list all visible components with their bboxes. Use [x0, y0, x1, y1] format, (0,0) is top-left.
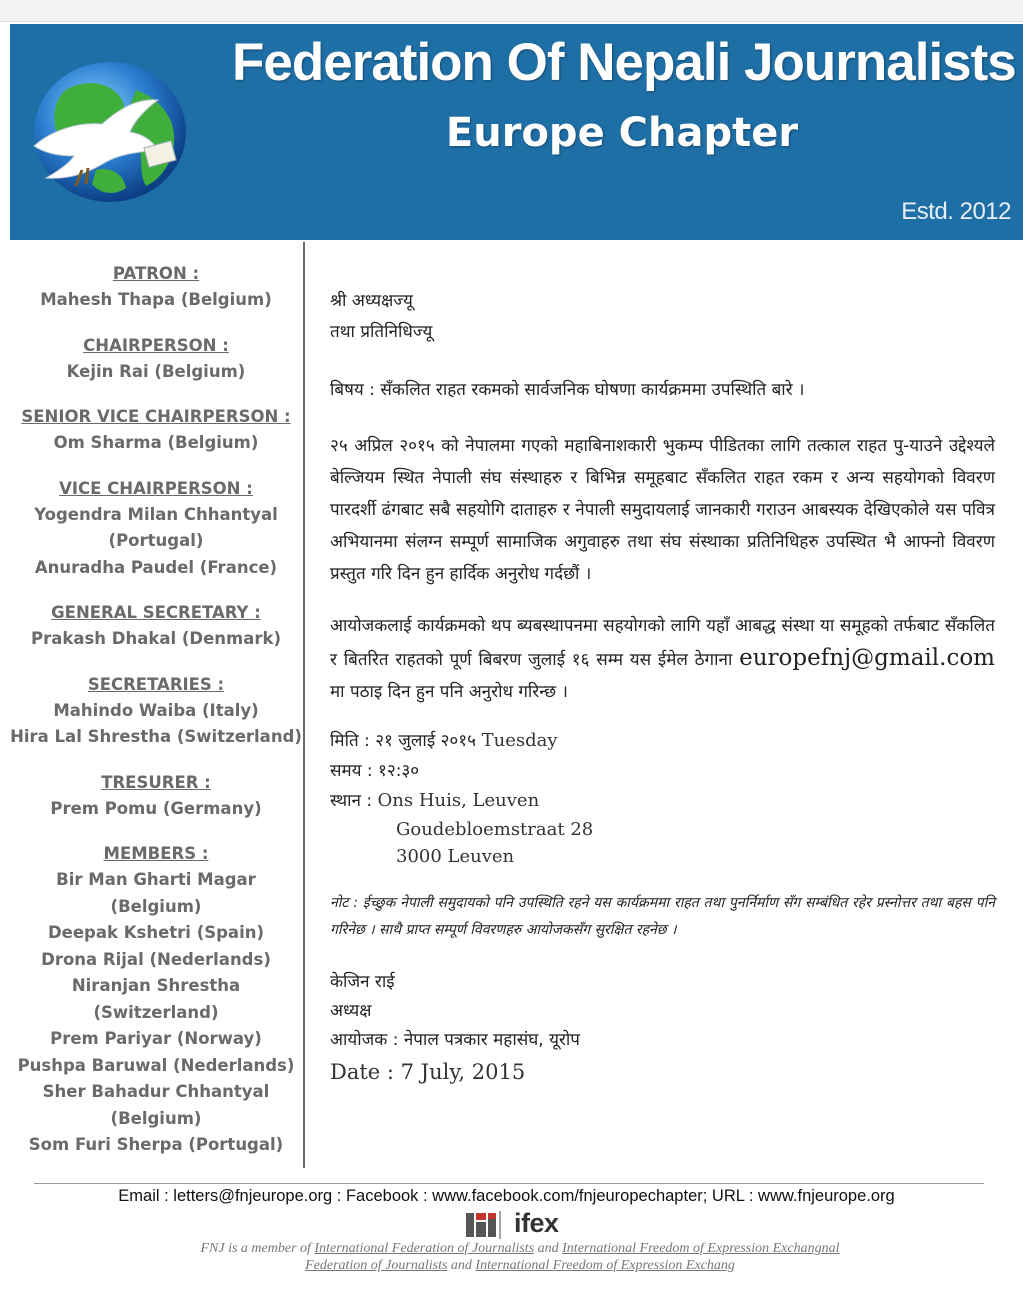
letter-body	[330, 286, 995, 1089]
paragraph-2	[330, 610, 995, 708]
committee-member-name: (Belgium)	[110, 1108, 202, 1128]
committee-member-name: Mahesh Thapa (Belgium)	[40, 290, 272, 309]
committee-section	[10, 599, 302, 653]
committee-member-name: Pushpa Baruwal (Nederlands)	[17, 1055, 295, 1075]
event-date-label: मिति : २१ जुलाई २०१५	[330, 731, 476, 751]
footer-rule	[34, 1183, 984, 1184]
event-date	[330, 726, 995, 756]
committee-member-name: Mahindo Waiba (Italy)	[53, 700, 259, 720]
contact-email-link[interactable]: europefnj@gmail.com	[739, 645, 995, 671]
committee-section-title: CHAIRPERSON :	[83, 335, 229, 355]
globe-dove-icon	[26, 60, 188, 205]
ifex-logo: ifex	[514, 1208, 559, 1238]
committee-section	[10, 260, 302, 314]
event-place	[330, 786, 995, 816]
ifj-logo-icon	[464, 1211, 502, 1239]
committee-member-name: Prem Pomu (Germany)	[50, 798, 262, 818]
committee-section	[10, 671, 302, 751]
committee-member-name: Anuradha Paudel (France)	[34, 557, 278, 577]
letter-subject: बिषय : सँकलित राहत रकमको सार्वजनिक घोषणा कार्यक्रममा उपस्थिति बारे ।	[330, 380, 805, 400]
membership-note	[100, 1240, 940, 1274]
committee-section-title: VICE CHAIRPERSON :	[59, 478, 253, 498]
address-line-1: श्री अध्यक्षज्यू	[330, 291, 413, 311]
committee-section-title: GENERAL SECRETARY :	[51, 603, 261, 622]
committee-member-name: Sher Bahadur Chhantyal	[42, 1082, 270, 1101]
event-details	[330, 726, 995, 870]
committee-section-title: SECRETARIES :	[87, 674, 225, 694]
committee-member-name: Yogendra Milan Chhantyal	[34, 504, 278, 524]
paragraph-1: २५ अप्रिल २०१५ को नेपालमा गएको महाबिनाशकारी भुकम्प पीडितका लागि तत्काल राहत पु-याउने उद्देश्यले बेल्जियम स्थित नेपाली संघ संस्थाहरु र बिभिन्न समूहबाट सँकलित राहत रकम र अन्य सहयोगको विवरण पारदर्शी ढंगबाट सबै सहयोगि दाताहरु र नेपाली समुदायलाई जानकारी गराउन आबस्यक देखिएकोले यस पवित्र अभियानमा संलग्न सम्पूर्ण सामाजिक अगुवाहरु तथा संघ संस्थाका प्रतिनिधिहरु उपस्थित भै आफ्नो विवरण प्रस्तुत गरि दिन हुन हार्दिक अनुरोध गर्दछौं ।	[330, 436, 995, 584]
ifj-link-2[interactable]: Federation of Journalists	[305, 1258, 448, 1273]
committee-member-name: Niranjan Shrestha (Switzerland)	[71, 976, 241, 1022]
committee-member-name: Som Furi Sherpa (Portugal)	[28, 1135, 284, 1154]
committee-section	[10, 475, 302, 582]
committee-section-title: TRESURER :	[101, 772, 211, 792]
committee-sidebar	[10, 260, 302, 1170]
committee-member-name: (Portugal)	[108, 531, 204, 550]
committee-member-name: Prem Pariyar (Norway)	[50, 1029, 262, 1048]
committee-section	[10, 769, 302, 823]
committee-member-name: Hira Lal Shrestha (Switzerland)	[10, 727, 302, 746]
organization-title: Federation Of Nepali Journalists	[232, 33, 1016, 92]
venue-line-2: Goudebloemstraat 28	[396, 819, 594, 840]
member-and-2: and	[447, 1258, 476, 1273]
committee-member-name: Deepak Kshetri (Spain)	[47, 923, 265, 942]
committee-section-title: SENIOR VICE CHAIRPERSON :	[21, 407, 291, 426]
salutation	[330, 286, 995, 348]
member-prefix: FNJ is a member of	[200, 1241, 315, 1256]
committee-section	[10, 332, 302, 386]
committee-section	[10, 840, 302, 1159]
ifj-link[interactable]: International Federation of Journalists	[314, 1241, 535, 1256]
member-logos	[464, 1208, 584, 1242]
event-time: समय : १२:३०	[330, 761, 420, 781]
committee-member-name: Prakash Dhakal (Denmark)	[30, 629, 282, 648]
organizer: आयोजक : नेपाल पत्रकार महासंघ, यूरोप	[330, 1030, 580, 1050]
chapter-subtitle: Europe Chapter	[445, 110, 799, 156]
event-place-label: स्थान :	[330, 791, 378, 811]
address-line-2: तथा प्रतिनिधिज्यू	[330, 322, 433, 342]
header-banner	[10, 24, 1023, 240]
committee-section-title: PATRON :	[112, 264, 200, 283]
signature-block	[330, 968, 995, 1089]
top-strip	[0, 0, 1023, 22]
committee-member-name: Bir Man Gharti Magar (Belgium)	[56, 870, 256, 916]
letter-note: नोट : ईच्छुक नेपाली समुदायको पनि उपस्थिति रहने यस कार्यक्रममा राहत तथा पुनर्निर्माण सँग सम्बंधित रहेर प्रस्नोत्तर तथा बहस पनि गरिनेछ । साथै प्राप्त सम्पूर्ण विवरणहरु आयोजकसँग सुरक्षित रहनेछ ।	[330, 895, 995, 938]
signer-title: अध्यक्ष	[330, 1001, 372, 1021]
paragraph-2-tail: मा पठाइ दिन हुन पनि अनुरोध गरिन्छ ।	[330, 682, 568, 702]
venue-line-1: Ons Huis, Leuven	[377, 790, 540, 811]
venue-line-3: 3000 Leuven	[396, 846, 515, 867]
vertical-divider	[303, 242, 305, 1168]
member-and-1: and	[534, 1241, 563, 1256]
letter-date: Date : 7 July, 2015	[330, 1060, 526, 1084]
signer-name: केजिन राई	[330, 972, 395, 992]
committee-section-title: MEMBERS :	[103, 844, 209, 863]
committee-member-name: Om Sharma (Belgium)	[53, 433, 259, 452]
footer-contact: Email : letters@fnjeurope.org : Facebook : www.facebook.com/fnjeuropechapter; URL : www.fnjeurope.org	[118, 1187, 895, 1205]
ifex-link[interactable]: International Freedom of Expression Exchangnal	[562, 1241, 840, 1256]
event-day: Tuesday	[475, 730, 558, 751]
ifex-link-2[interactable]: International Freedom of Expression Exchang	[475, 1258, 735, 1273]
established-year: Estd. 2012	[901, 198, 1011, 225]
paragraph-2-text: आयोजकलाई कार्यक्रमको थप ब्यबस्थापनमा सहयोगको लागि यहाँ आबद्ध संस्था या समूहको तर्फबाट सँकलित र बितरित राहतको पूर्ण बिबरण जुलाई १६ सम्म यस ईमेल ठेगाना	[330, 616, 995, 670]
committee-section	[10, 403, 302, 457]
committee-member-name: Drona Rijal (Nederlands)	[41, 949, 271, 969]
committee-member-name: Kejin Rai (Belgium)	[66, 361, 246, 381]
